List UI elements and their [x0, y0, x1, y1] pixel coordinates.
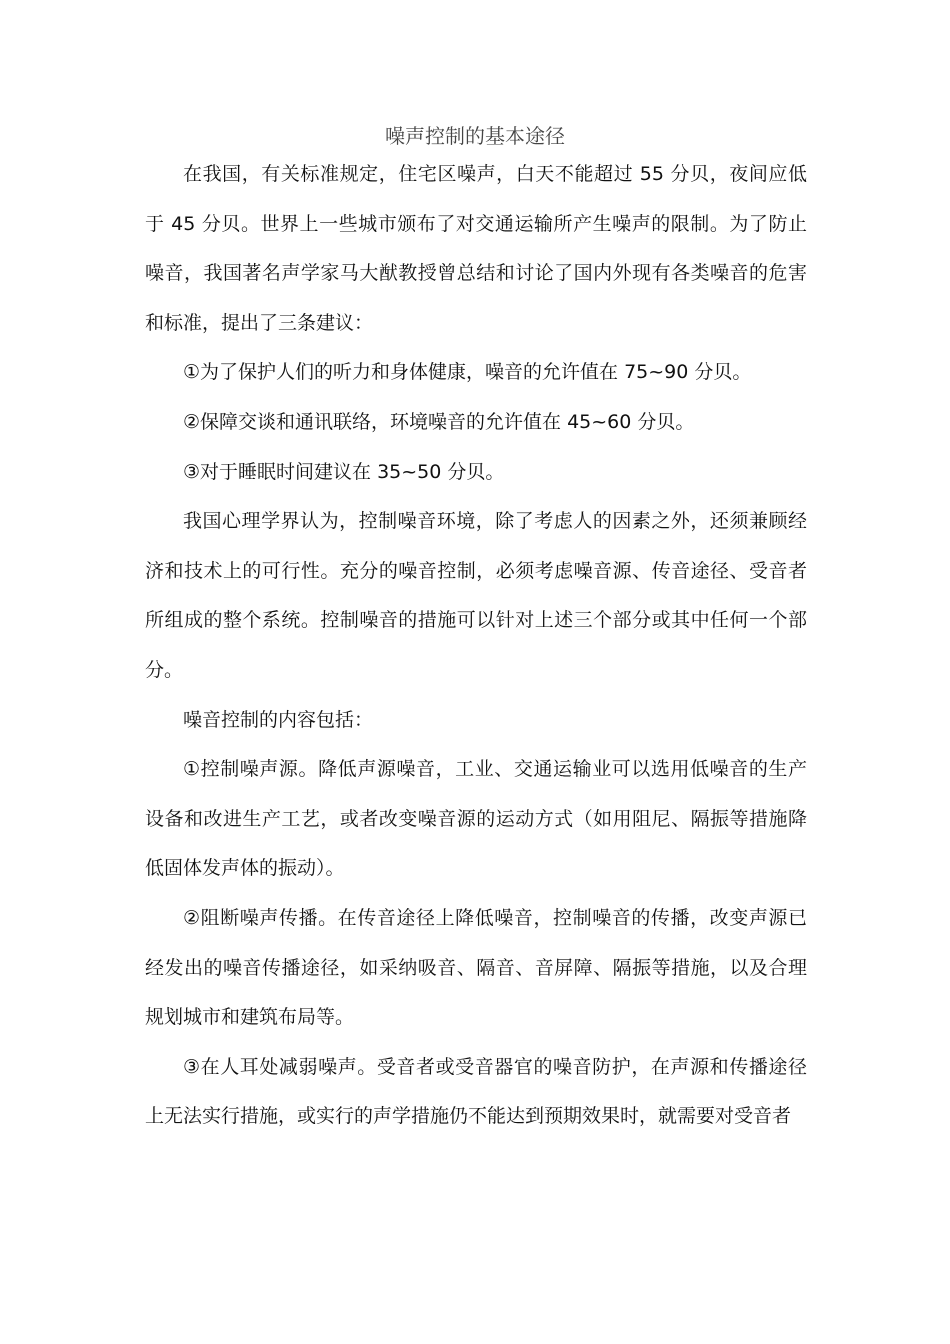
paragraph-suggestion-1: ①为了保护人们的听力和身体健康，噪音的允许值在 75~90 分贝。	[183, 361, 752, 384]
document-title: 噪声控制的基本途径	[385, 124, 565, 148]
paragraph-suggestion-3: ③对于睡眠时间建议在 35~50 分贝。	[183, 460, 505, 483]
document-body	[145, 150, 807, 1142]
paragraph-control-source: ①控制噪声源。降低声源噪音，工业、交通运输业可以选用低噪音的生产设备和改进生产工艺，或者改变噪音源的运动方式（如用阻尼、隔振等措施降低固体发声体的振动）。	[145, 758, 807, 880]
paragraph-noise-standards: 在我国，有关标准规定，住宅区噪声，白天不能超过 55 分贝，夜间应低于 45 分贝。世界上一些城市颁布了对交通运输所产生噪声的限制。为了防止噪音，我国著名声学家马大猷教授曾总结和讨论了国内外现有各类噪音的危害和标准，提出了三条建议：	[145, 163, 807, 334]
paragraph-suggestion-2: ②保障交谈和通讯联络，环境噪音的允许值在 45~60 分贝。	[183, 410, 695, 433]
paragraph-psychology-view: 我国心理学界认为，控制噪音环境，除了考虑人的因素之外，还须兼顾经济和技术上的可行性。充分的噪音控制，必须考虑噪音源、传音途径、受音者所组成的整个系统。控制噪音的措施可以针对上述三个部分或其中任何一个部分。	[145, 510, 807, 681]
paragraph-control-contents: 噪音控制的内容包括：	[183, 708, 374, 731]
paragraph-block-transmission: ②阻断噪声传播。在传音途径上降低噪音，控制噪音的传播，改变声源已经发出的噪音传播途径，如采纳吸音、隔音、音屏障、隔振等措施，以及合理规划城市和建筑布局等。	[145, 906, 807, 1029]
paragraph-ear-protection: ③在人耳处减弱噪声。受音者或受音器官的噪音防护，在声源和传播途径上无法实行措施，或实行的声学措施仍不能达到预期效果时，就需要对受音者	[145, 1055, 807, 1128]
